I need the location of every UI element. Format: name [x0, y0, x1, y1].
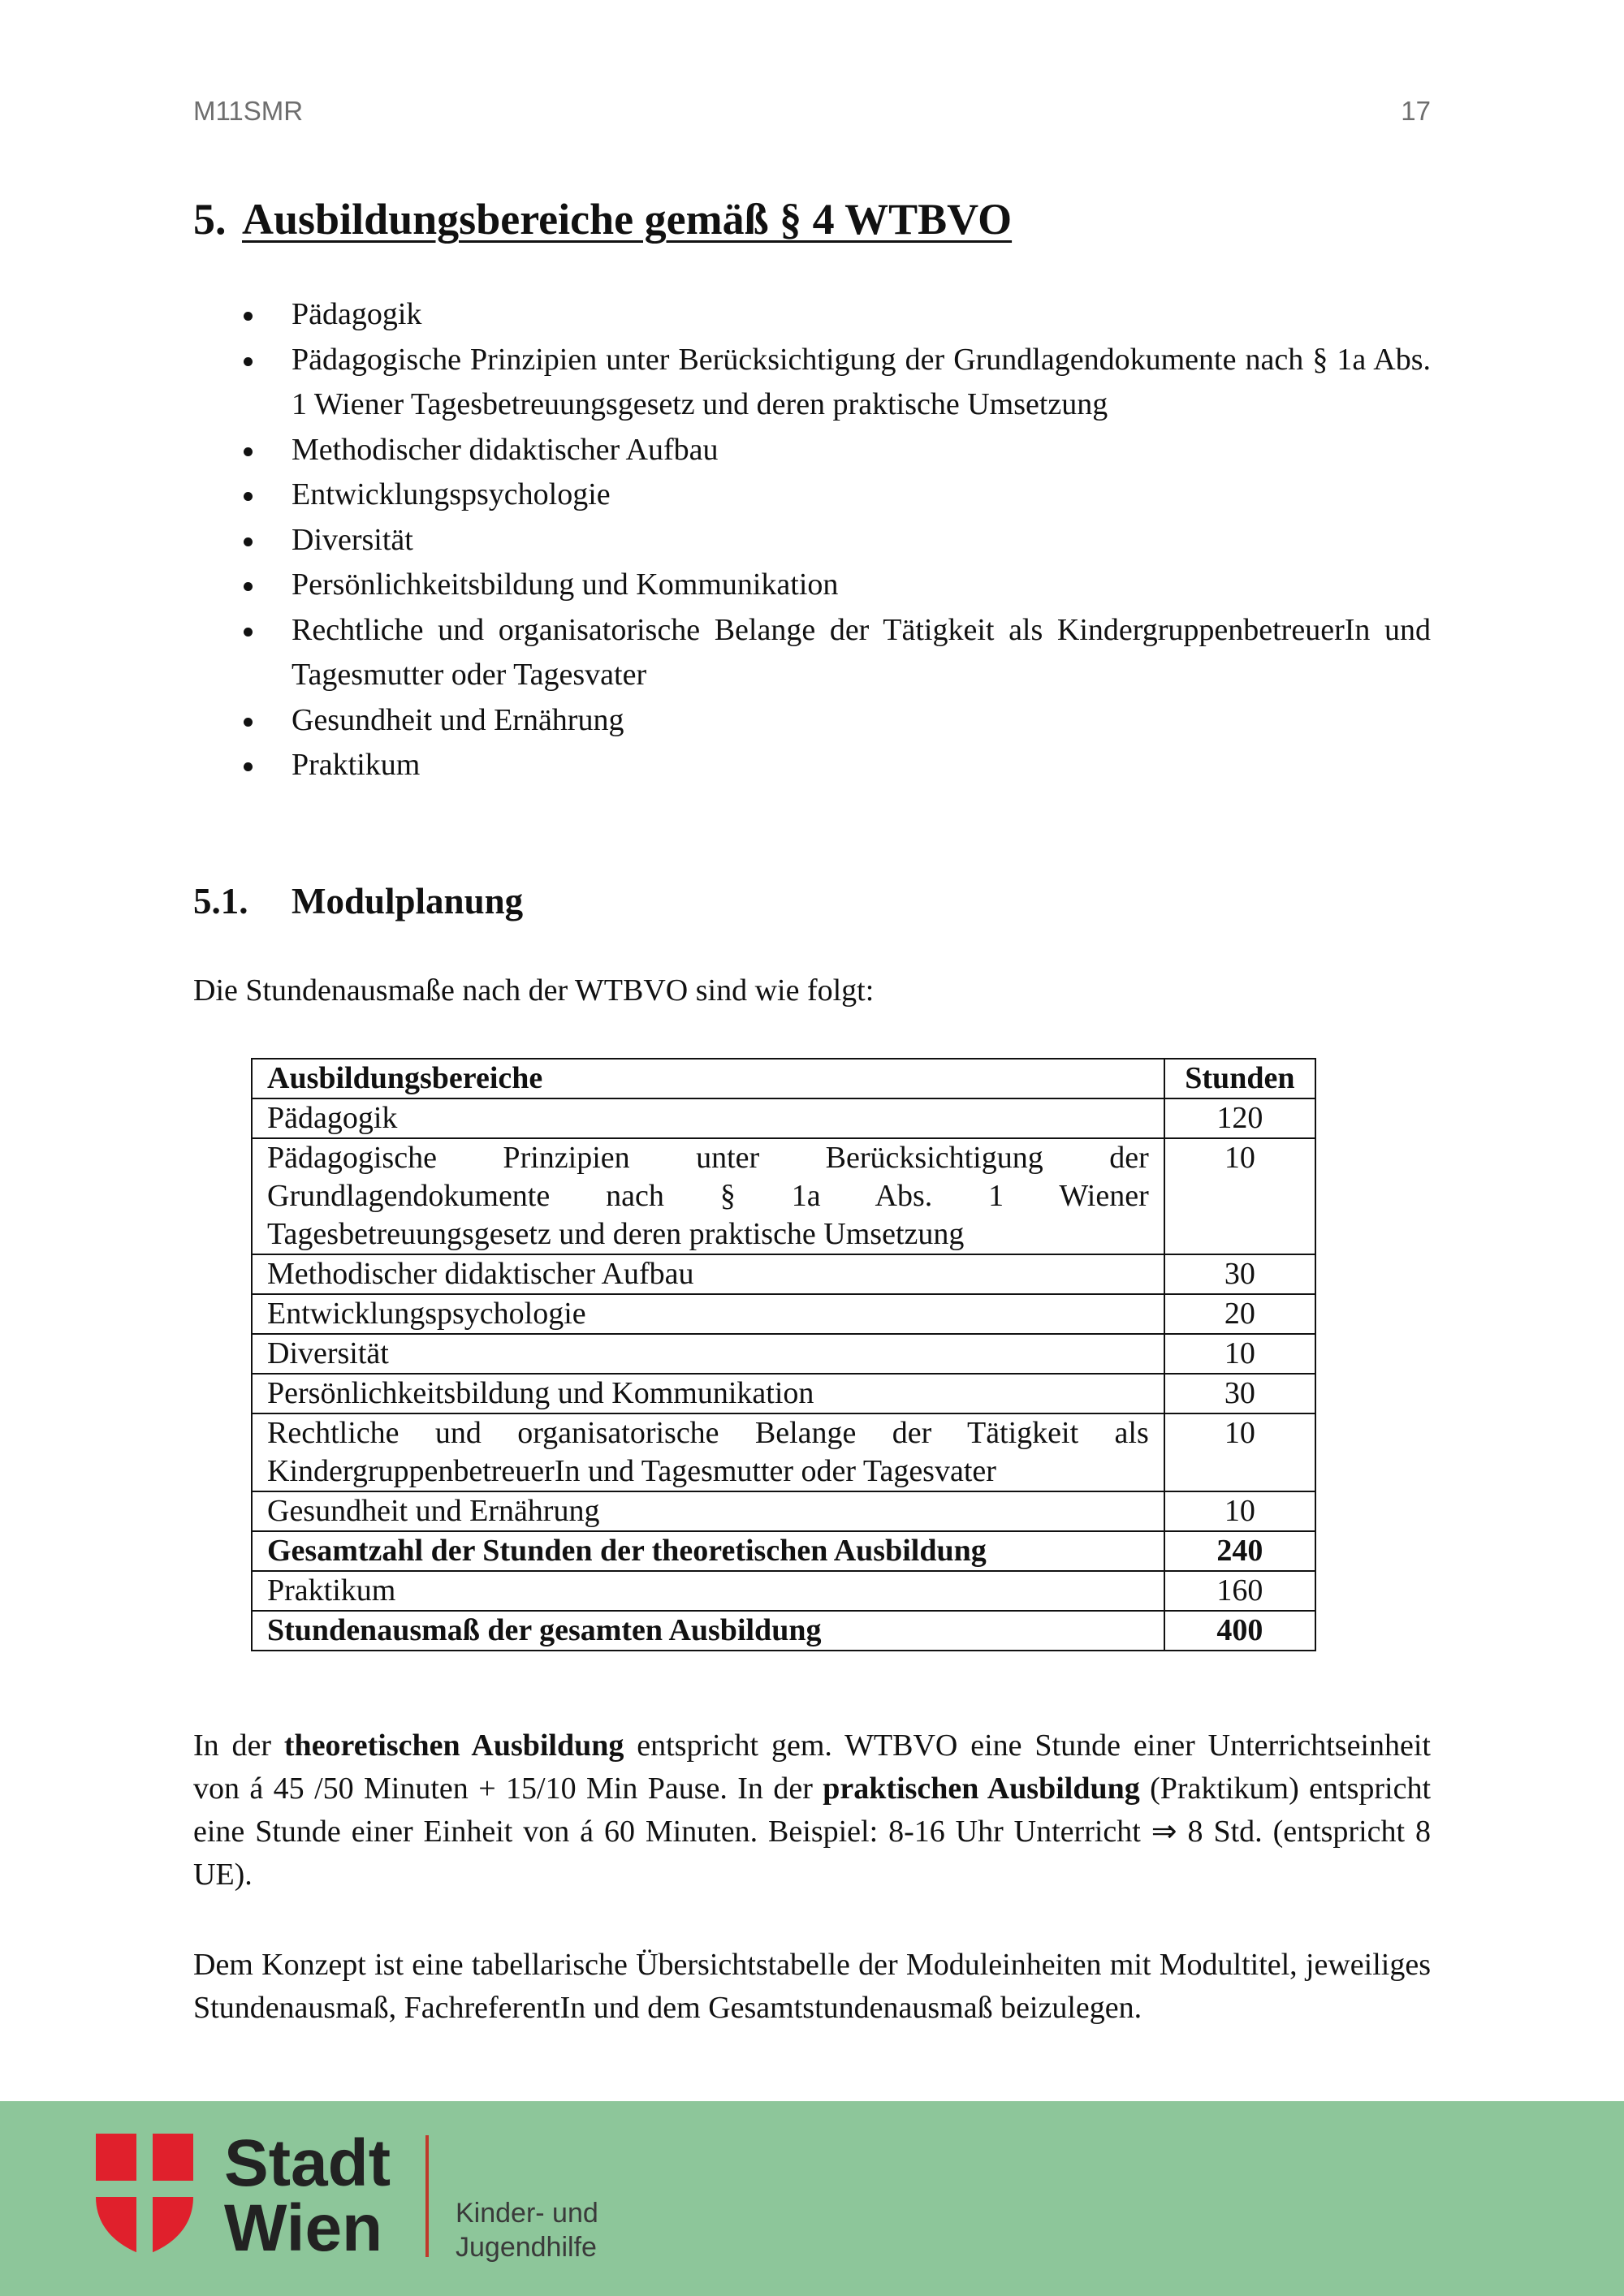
implies-arrow-icon: ⇒	[1151, 1815, 1177, 1849]
logo-divider	[425, 2135, 429, 2257]
list-item: Rechtliche und organisatorische Belange der Tätigkeit als KindergruppenbetreuerIn und Tagesmutter oder Tagesvater	[193, 608, 1431, 698]
department-line1: Kinder- und	[456, 2198, 598, 2229]
section-heading	[193, 193, 1012, 245]
concept-note-paragraph: Dem Konzept ist eine tabellarische Übersichtstabelle der Moduleinheiten mit Modultitel, jeweiliges Stundenausmaß, FachreferentIn und dem Gesamtstundenausmaß beizulegen.	[193, 1948, 1431, 2025]
table-row: Diversität 10	[252, 1334, 1315, 1374]
table-row: Gesundheit und Ernährung 10	[252, 1491, 1315, 1531]
list-item: Entwicklungspsychologie	[193, 473, 1431, 518]
table-row: Entwicklungspsychologie 20	[252, 1294, 1315, 1334]
bullet-icon	[244, 357, 253, 366]
bullet-icon	[244, 628, 253, 637]
subsection-number: 5.1.	[193, 881, 248, 921]
list-item: Gesundheit und Ernährung	[193, 698, 1431, 744]
subsection-title: Modulplanung	[292, 881, 524, 921]
bullet-icon	[244, 762, 253, 771]
logo-word-wien: Wien	[224, 2191, 383, 2265]
hours-explanation-paragraph: In der theoretischen Ausbildung entspricht gem. WTBVO eine Stunde einer Unterrichtseinheit von á 45 /50 Minuten + 15/10 Min Pause. In der praktischen Ausbildung (Praktikum) entspricht eine Stunde einer Einheit von á 60 Minuten. Beispiel: 8-16 Uhr Unterricht ⇒ 8 Std. (entspricht 8 UE).	[193, 1728, 1432, 1892]
list-item: Praktikum	[193, 743, 1431, 788]
list-item: Methodischer didaktischer Aufbau	[193, 428, 1431, 473]
vienna-crest-icon	[96, 2134, 193, 2255]
header-doc-code: M11SMR	[193, 96, 304, 126]
bullet-icon	[244, 582, 253, 591]
footer-band	[0, 2101, 1624, 2296]
intro-text: Die Stundenausmaße nach der WTBVO sind wie folgt:	[193, 973, 875, 1008]
section-title: Ausbildungsbereiche gemäß § 4 WTBVO	[242, 195, 1013, 244]
bullet-icon	[244, 492, 253, 501]
grand-total-row: Stundenausmaß der gesamten Ausbildung 400	[252, 1611, 1315, 1651]
section-number: 5.	[193, 195, 227, 244]
list-item: Persönlichkeitsbildung und Kommunikation	[193, 563, 1431, 608]
bullet-icon	[244, 537, 253, 546]
practice-row: Praktikum 160	[252, 1571, 1315, 1611]
hours-table	[251, 1058, 1316, 1651]
theory-total-row: Gesamtzahl der Stunden der theoretischen Ausbildung 240	[252, 1531, 1315, 1571]
table-row: Pädagogische Prinzipien unter Berücksichtigung der Grundlagendokumente nach § 1a Abs. 1 Wiener Tagesbetreuungsgesetz und deren praktische Umsetzung 10	[252, 1138, 1315, 1254]
header-page-number: 17	[1401, 96, 1431, 126]
table-row: Pädagogik 120	[252, 1098, 1315, 1138]
header-area: Ausbildungsbereiche	[252, 1059, 1164, 1098]
table-row: Rechtliche und organisatorische Belange der Tätigkeit als KindergruppenbetreuerIn und Tagesmutter oder Tagesvater 10	[252, 1413, 1315, 1491]
table-row: Methodischer didaktischer Aufbau 30	[252, 1254, 1315, 1294]
table-row: Persönlichkeitsbildung und Kommunikation 30	[252, 1374, 1315, 1413]
logo-word-stadt: Stadt	[224, 2126, 391, 2200]
table-header-row	[252, 1059, 1315, 1098]
header-hours: Stunden	[1164, 1059, 1315, 1098]
bullet-icon	[244, 447, 253, 456]
department-line2: Jugendhilfe	[456, 2232, 597, 2263]
list-item: Pädagogische Prinzipien unter Berücksichtigung der Grundlagendokumente nach § 1a Abs. 1 Wiener Tagesbetreuungsgesetz und deren praktische Umsetzung	[193, 338, 1431, 428]
bullet-icon	[244, 312, 253, 321]
list-item: Diversität	[193, 518, 1431, 563]
list-item: Pädagogik	[193, 292, 1431, 338]
bullet-icon	[244, 718, 253, 727]
training-areas-list	[193, 292, 1431, 788]
subsection-heading	[193, 878, 523, 924]
